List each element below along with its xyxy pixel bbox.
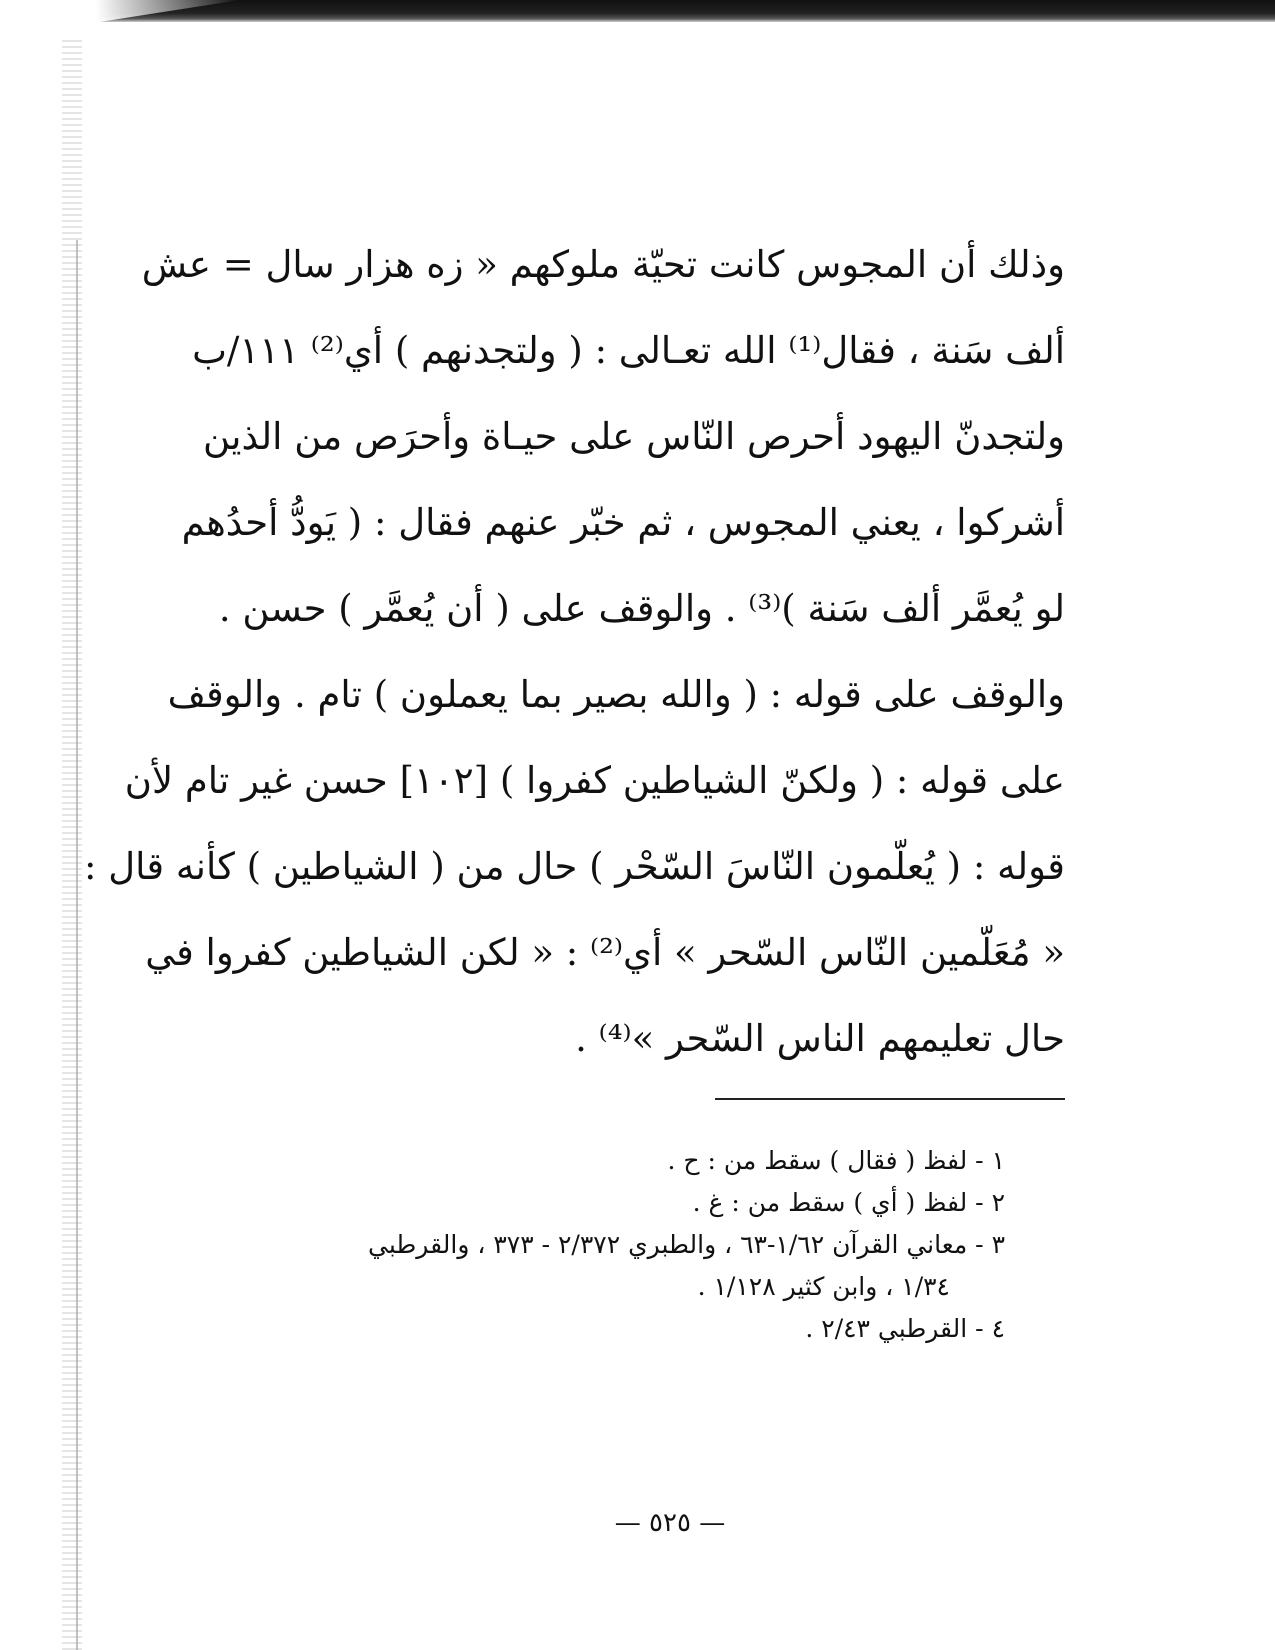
footnote-2: ٢ - لفظ ( أي ) سقط من : غ . <box>692 1188 1005 1217</box>
body-line-2: ألف سَنة ، فقال⁽¹⁾ الله تعـالى : ( ولتجدنهم ) أي⁽²⁾ ١١١/ب <box>192 329 1065 372</box>
footnote-4: ٤ - القرطبي ٢/٤٣ . <box>805 1314 1005 1343</box>
body-line-7: على قوله : ( ولكنّ الشياطين كفروا ) [١٠٢] حسن غير تام لأن <box>124 759 1065 802</box>
body-line-3: ولتجدنّ اليهود أحرص النّاس على حيـاة وأحرَص من الذين <box>203 415 1065 458</box>
main-text-block <box>84 222 1065 1082</box>
scan-left-edge <box>62 40 82 1650</box>
body-line-9: « مُعَلّمين النّاس السّحر » أي⁽²⁾ : « لكن الشياطين كفروا في <box>145 931 1065 974</box>
body-line-10: حال تعليمهم الناس السّحر »⁽⁴⁾ . <box>575 1017 1065 1060</box>
scan-left-edge-line <box>76 240 78 1650</box>
body-line-5: لو يُعمَّر ألف سَنة )⁽³⁾ . والوقف على ( أن يُعمَّر ) حسن . <box>218 587 1065 630</box>
page-number: — ٥٢٥ — <box>614 1508 726 1538</box>
footnote-3: ٣ - معاني القرآن ١/٦٢-٦٣ ، والطبري ٢/٣٧٢ - ٣٧٣ ، والقرطبي <box>368 1230 1005 1259</box>
body-line-1: وذلك أن المجوس كانت تحيّة ملوكهم « زه هزار سال = عش <box>141 243 1065 286</box>
scan-top-border <box>0 0 1275 22</box>
footnote-separator <box>715 1098 1065 1100</box>
body-line-4: أشركوا ، يعني المجوس ، ثم خبّر عنهم فقال : ( يَودُّ أحدُهم <box>181 501 1065 544</box>
body-line-8: قوله : ( يُعلّمون النّاسَ السّحْر ) حال من ( الشياطين ) كأنه قال : <box>84 845 1065 888</box>
body-line-6: والوقف على قوله : ( والله بصير بما يعملون ) تام . والوقف <box>167 673 1065 716</box>
footnotes-block <box>285 1140 1005 1350</box>
footnote-3-continuation: ١/٣٤ ، وابن كثير ١/١٢٨ . <box>697 1272 950 1301</box>
footnote-1: ١ - لفظ ( فقال ) سقط من : ح . <box>667 1146 1005 1175</box>
